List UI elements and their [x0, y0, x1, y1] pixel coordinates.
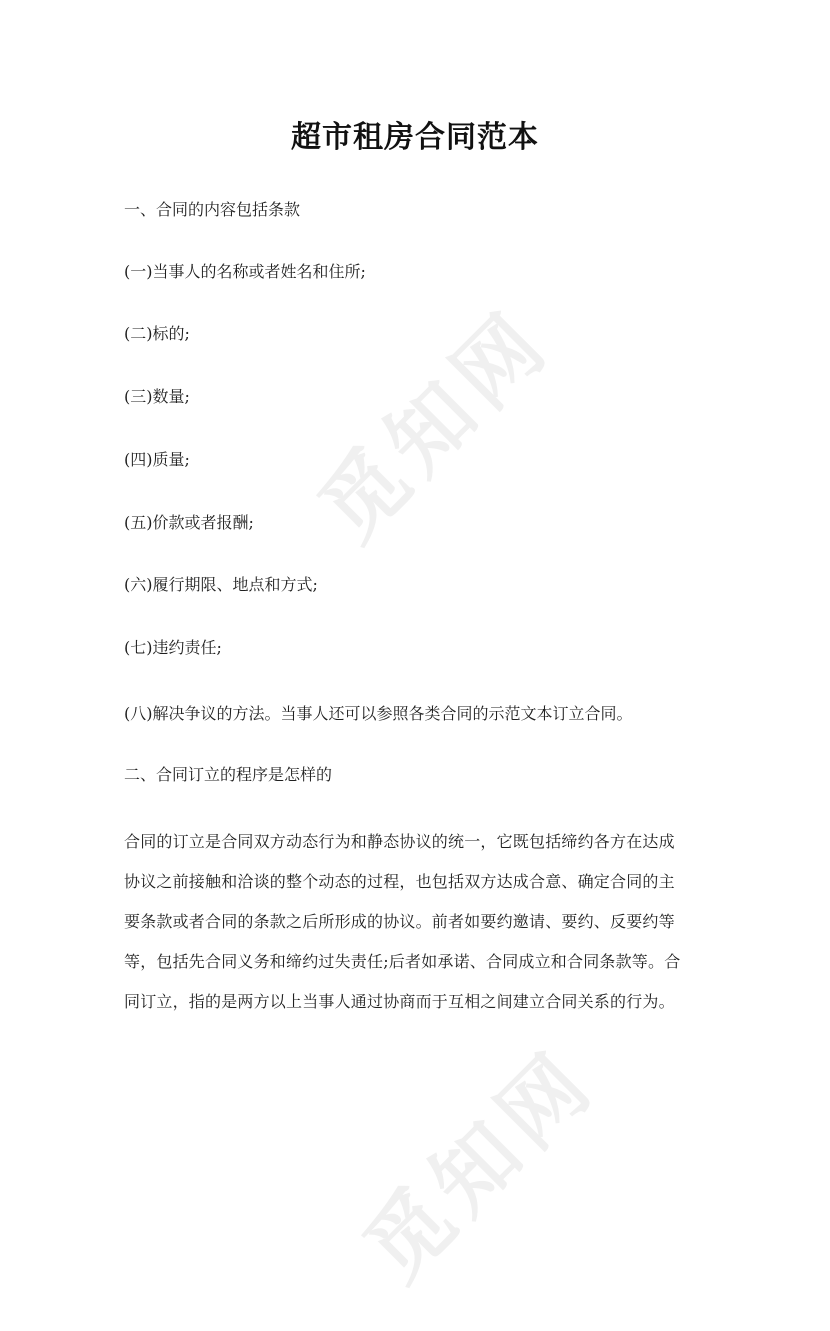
document-title: 超市租房合同范本	[291, 120, 539, 155]
paragraph-line: 协议之前接触和洽谈的整个动态的过程，也包括双方达成合意、确定合同的主	[124, 872, 675, 891]
clause-item-1: (一)当事人的名称或者姓名和住所;	[124, 262, 366, 281]
clause-item-8: (八)解决争议的方法。当事人还可以参照各类合同的示范文本订立合同。	[124, 704, 633, 723]
paragraph-line: 合同的订立是合同双方动态行为和静态协议的统一，它既包括缔约各方在达成	[124, 832, 675, 851]
clause-item-3: (三)数量;	[124, 387, 190, 406]
body-paragraph	[124, 822, 708, 1022]
clause-item-4: (四)质量;	[124, 450, 190, 469]
section-heading-2: 二、合同订立的程序是怎样的	[124, 765, 333, 784]
watermark: 觅知网	[300, 290, 570, 560]
section-heading-1: 一、合同的内容包括条款	[124, 200, 301, 219]
clause-item-6: (六)履行期限、地点和方式;	[124, 575, 318, 594]
clause-item-7: (七)违约责任;	[124, 638, 222, 657]
paragraph-line: 同订立，指的是两方以上当事人通过协商而于互相之间建立合同关系的行为。	[124, 992, 675, 1011]
clause-item-5: (五)价款或者报酬;	[124, 513, 254, 532]
watermark-bottom: 觅知网	[345, 1030, 615, 1300]
paragraph-line: 要条款或者合同的条款之后所形成的协议。前者如要约邀请、要约、反要约等	[124, 912, 675, 931]
clause-item-2: (二)标的;	[124, 324, 190, 343]
paragraph-line: 等，包括先合同义务和缔约过失责任;后者如承诺、合同成立和合同条款等。合	[124, 952, 681, 971]
